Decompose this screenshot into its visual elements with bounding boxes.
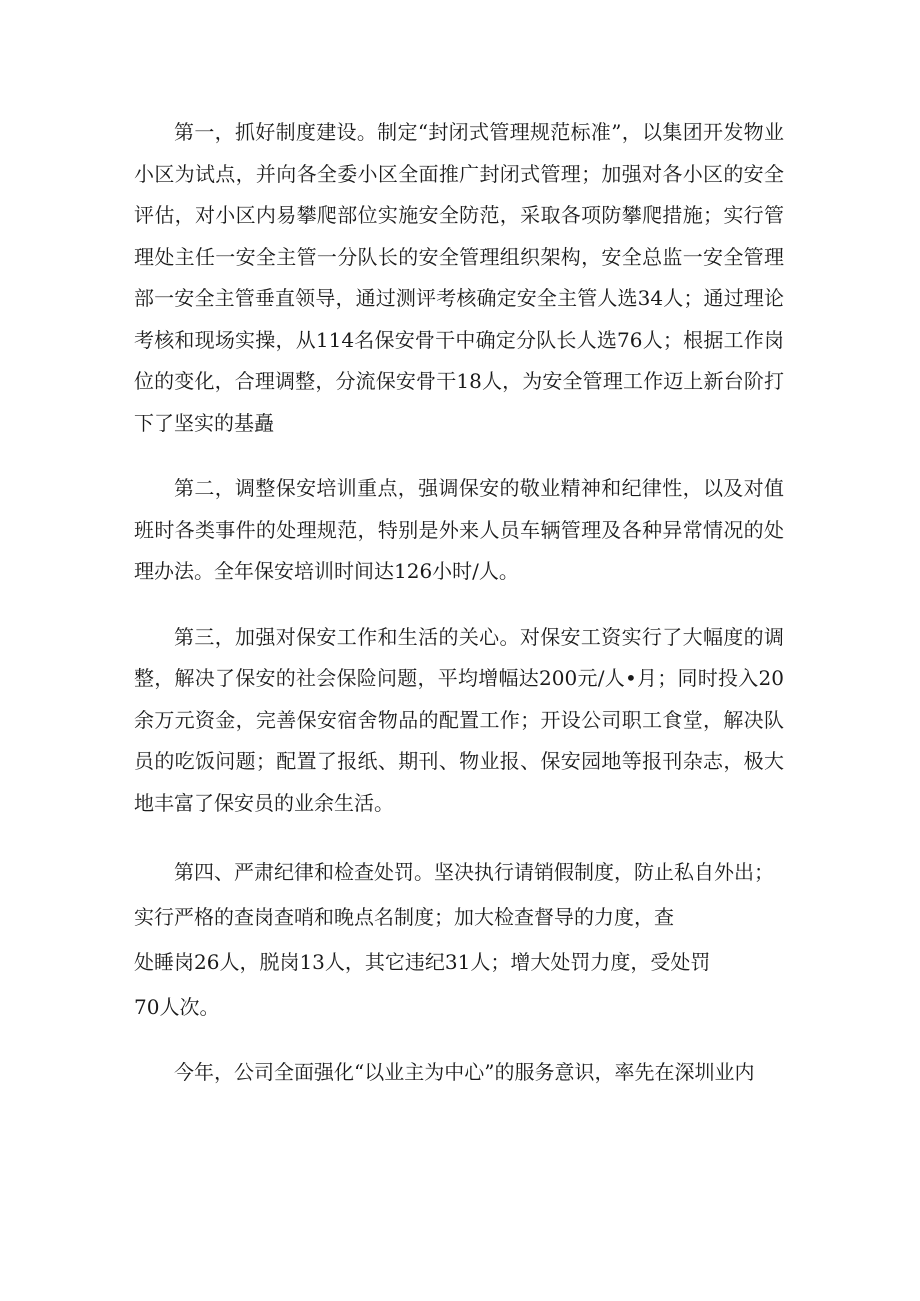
paragraph-4: 第四、严肃纪律和检查处罚。坚决执行请销假制度，防止私自外出； 实行严格的查岗查哨和晚点名制度；加大检查督导的力度，查 处睡岗26人，脱岗13人，其它违纪31人；增大处罚力度，受处罚 70人次。 — [134, 860, 774, 1019]
paragraph-1: 第一，抓好制度建设。制定“封闭式管理规范标准”，以集团开发物业小区为试点，并向各全委小区全面推广封闭式管理；加强对各小区的安全评估，对小区内易攀爬部位实施安全防范，采取各项防攀爬措施；实行管理处主任一安全主管一分队长的安全管理组织架构，安全总监一安全管理部一安全主管垂直领导，通过测评考核确定安全主管人选34人；通过理论考核和现场实操，从114名保安骨干中确定分队长人选76人；根据工作岗位的变化，合理调整，分流保安骨干18人，为安全管理工作迈上新台阶打下了坚实的基矗 — [134, 120, 784, 435]
document-body — [134, 112, 784, 1118]
paragraph-3: 第三，加强对保安工作和生活的关心。对保安工资实行了大幅度的调整，解决了保安的社会保险问题，平均增幅达200元/人•月；同时投入20余万元资金，完善保安宿舍物品的配置工作；开设公司职工食堂，解决队员的吃饭问题；配置了报纸、期刊、物业报、保安园地等报刊杂志，极大地丰富了保安员的业余生活。 — [134, 624, 784, 815]
paragraph-2: 第二，调整保安培训重点，强调保安的敬业精神和纪律性，以及对值班时各类事件的处理规范，特别是外来人员车辆管理及各种异常情况的处理办法。全年保安培训时间达126小时/人。 — [134, 476, 784, 583]
paragraph-5: 今年，公司全面强化“以业主为中心”的服务意识，率先在深圳业内 — [174, 1060, 755, 1084]
